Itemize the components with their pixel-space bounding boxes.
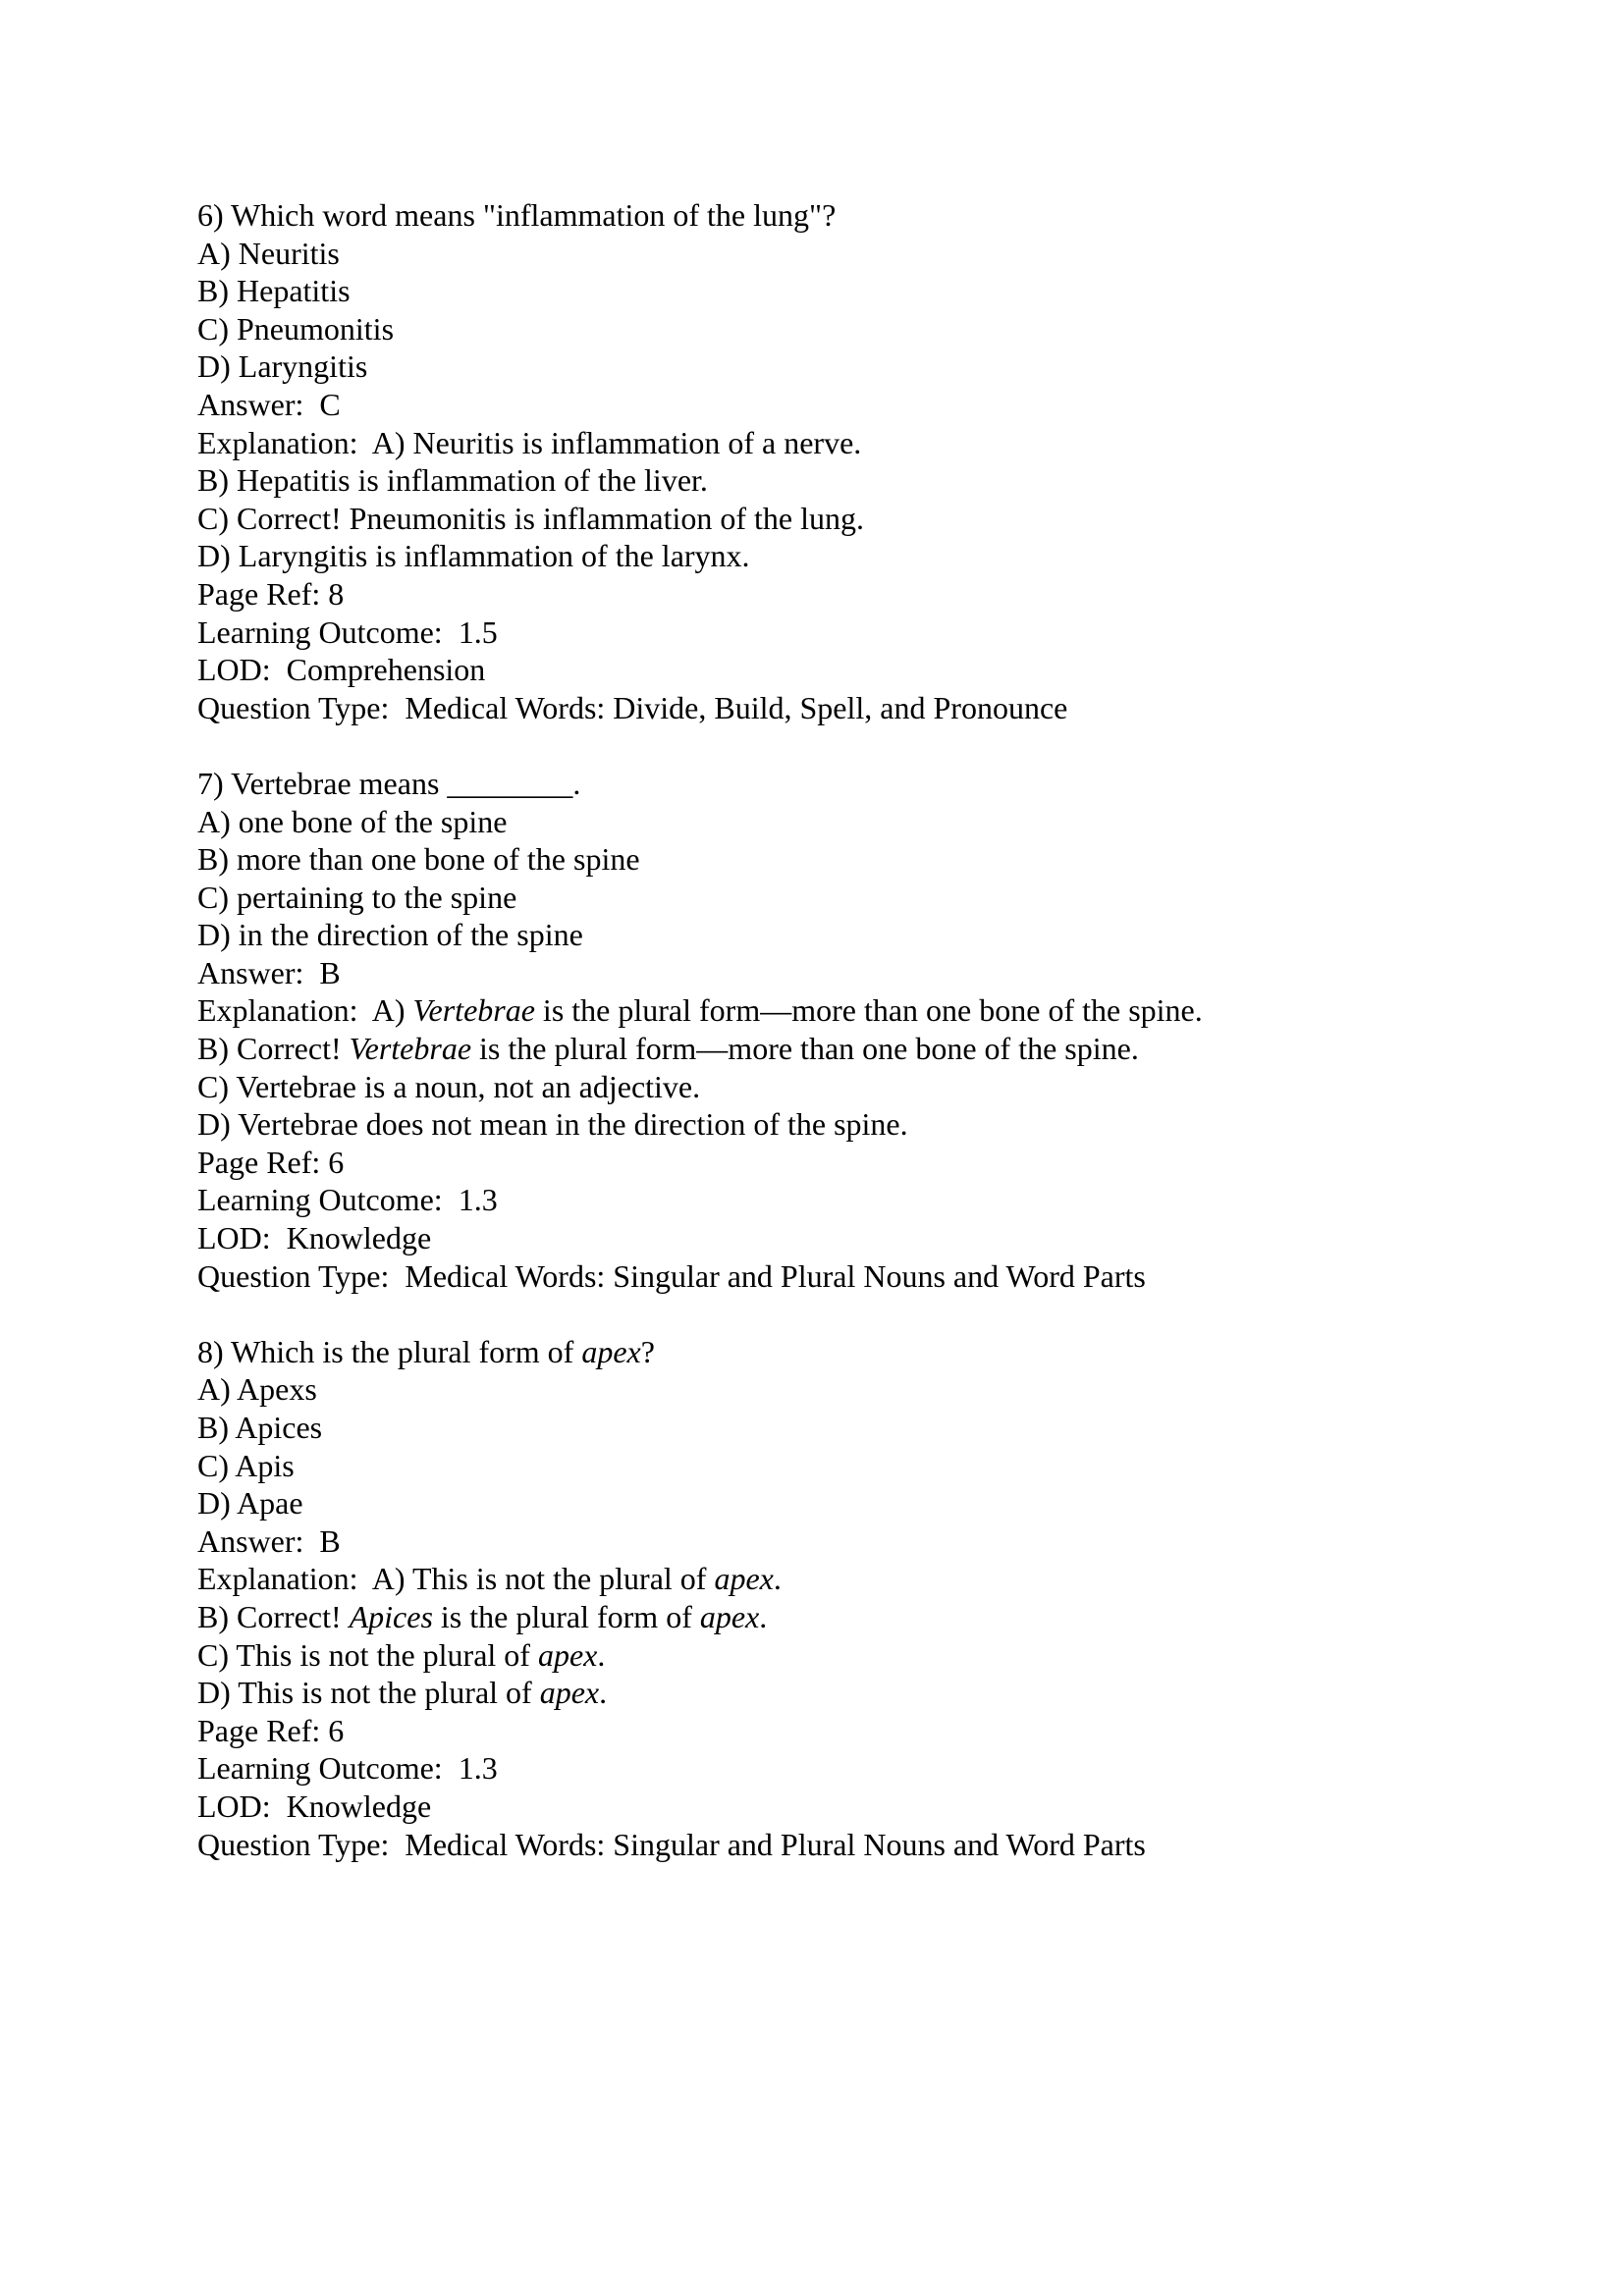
text-segment: LOD: Comprehension xyxy=(197,652,486,688)
text-segment: B) Correct! xyxy=(197,1031,350,1067)
text-segment: Learning Outcome: 1.3 xyxy=(197,1182,498,1218)
text-line xyxy=(197,1219,1474,1257)
question-block xyxy=(197,1333,1474,1863)
text-line xyxy=(197,916,1474,954)
text-line xyxy=(197,500,1474,538)
question-separator xyxy=(197,726,1474,765)
italic-text: Vertebrae xyxy=(412,992,535,1029)
text-segment: ? xyxy=(640,1333,655,1369)
text-line xyxy=(197,1598,1474,1636)
text-line xyxy=(197,461,1474,500)
italic-text: apex xyxy=(581,1333,641,1369)
text-segment: LOD: Knowledge xyxy=(197,1220,432,1256)
text-segment: Question Type: Medical Words: Singular and Plural Nouns and Word Parts xyxy=(197,1257,1146,1294)
italic-text: apex xyxy=(699,1598,760,1634)
text-segment: D) Apae xyxy=(197,1485,303,1522)
text-line xyxy=(197,651,1474,689)
text-segment: LOD: Knowledge xyxy=(197,1788,432,1824)
text-segment: Answer: C xyxy=(197,386,341,422)
text-line xyxy=(197,765,1474,803)
text-line xyxy=(197,196,1474,235)
text-segment: C) pertaining to the spine xyxy=(197,879,517,915)
text-line xyxy=(197,1105,1474,1144)
text-line xyxy=(197,1068,1474,1106)
text-segment: C) This is not the plural of xyxy=(197,1636,538,1673)
text-segment: Question Type: Medical Words: Singular and Plural Nouns and Word Parts xyxy=(197,1826,1146,1862)
text-segment: Explanation: A) xyxy=(197,992,413,1029)
text-line xyxy=(197,879,1474,917)
text-segment: B) Hepatitis is inflammation of the liver. xyxy=(197,462,708,499)
text-segment: Page Ref: 8 xyxy=(197,575,345,612)
text-segment: Explanation: A) This is not the plural of xyxy=(197,1561,715,1597)
text-segment: B) Correct! xyxy=(197,1598,350,1634)
text-line xyxy=(197,1826,1474,1864)
text-line xyxy=(197,310,1474,348)
text-segment: C) Vertebrae is a noun, not an adjective. xyxy=(197,1068,701,1104)
text-line xyxy=(197,1409,1474,1447)
text-segment: Question Type: Medical Words: Divide, Build, Spell, and Pronounce xyxy=(197,689,1068,725)
text-line xyxy=(197,537,1474,575)
text-segment: A) Apexs xyxy=(197,1371,317,1408)
text-line xyxy=(197,991,1474,1030)
text-segment: B) Hepatitis xyxy=(197,273,351,309)
text-segment: Learning Outcome: 1.5 xyxy=(197,614,498,650)
text-segment: 8) Which is the plural form of xyxy=(197,1333,582,1369)
italic-text: Vertebrae xyxy=(349,1031,472,1067)
italic-text: apex xyxy=(539,1675,600,1711)
text-line xyxy=(197,803,1474,841)
text-line xyxy=(197,614,1474,652)
text-segment: is the plural form—more than one bone of the spine. xyxy=(534,992,1203,1029)
text-line xyxy=(197,575,1474,614)
italic-text: apex xyxy=(537,1636,598,1673)
text-segment: Page Ref: 6 xyxy=(197,1144,345,1180)
text-segment: 6) Which word means "inflammation of the lung"? xyxy=(197,197,837,233)
text-line xyxy=(197,689,1474,727)
question-block xyxy=(197,196,1474,726)
italic-text: Apices xyxy=(349,1598,433,1634)
text-line xyxy=(197,386,1474,424)
text-segment: . xyxy=(597,1636,606,1673)
text-line xyxy=(197,1447,1474,1485)
text-line xyxy=(197,1370,1474,1409)
text-line xyxy=(197,1333,1474,1371)
text-segment: Explanation: A) Neuritis is inflammation of a nerve. xyxy=(197,424,862,460)
text-line xyxy=(197,1560,1474,1598)
italic-text: apex xyxy=(714,1561,774,1597)
text-segment: Answer: B xyxy=(197,1522,341,1559)
text-segment: D) Vertebrae does not mean in the direction of the spine. xyxy=(197,1106,908,1143)
text-segment: . xyxy=(599,1675,608,1711)
text-segment: . xyxy=(759,1598,768,1634)
text-segment: D) This is not the plural of xyxy=(197,1675,540,1711)
document-page xyxy=(197,196,1474,1863)
text-segment: C) Apis xyxy=(197,1447,295,1483)
text-segment: A) Neuritis xyxy=(197,235,340,271)
text-segment: 7) Vertebrae means ________. xyxy=(197,765,581,801)
text-segment: . xyxy=(773,1561,782,1597)
text-line xyxy=(197,1788,1474,1826)
text-segment: Page Ref: 6 xyxy=(197,1712,345,1748)
text-segment: B) Apices xyxy=(197,1410,323,1445)
text-line xyxy=(197,1257,1474,1296)
text-segment: D) in the direction of the spine xyxy=(197,917,583,953)
question-block xyxy=(197,765,1474,1295)
text-line xyxy=(197,424,1474,462)
text-line xyxy=(197,1674,1474,1712)
text-line xyxy=(197,1484,1474,1522)
text-segment: B) more than one bone of the spine xyxy=(197,841,640,878)
text-segment: is the plural form—more than one bone of the spine. xyxy=(471,1031,1139,1067)
text-line xyxy=(197,1712,1474,1750)
text-line xyxy=(197,954,1474,992)
text-line xyxy=(197,1636,1474,1675)
text-line xyxy=(197,1522,1474,1561)
text-line xyxy=(197,235,1474,273)
text-line xyxy=(197,1181,1474,1219)
text-line xyxy=(197,1749,1474,1788)
text-segment: C) Correct! Pneumonitis is inflammation of the lung. xyxy=(197,500,865,536)
text-segment: C) Pneumonitis xyxy=(197,310,395,347)
text-segment: Learning Outcome: 1.3 xyxy=(197,1750,498,1787)
text-segment: D) Laryngitis is inflammation of the larynx. xyxy=(197,538,750,574)
text-segment: A) one bone of the spine xyxy=(197,803,508,839)
text-line xyxy=(197,1030,1474,1068)
text-line xyxy=(197,347,1474,386)
question-separator xyxy=(197,1295,1474,1333)
text-segment: is the plural form of xyxy=(432,1598,700,1634)
text-line xyxy=(197,272,1474,310)
text-line xyxy=(197,1144,1474,1182)
text-line xyxy=(197,840,1474,879)
text-segment: Answer: B xyxy=(197,954,341,990)
text-segment: D) Laryngitis xyxy=(197,348,368,385)
